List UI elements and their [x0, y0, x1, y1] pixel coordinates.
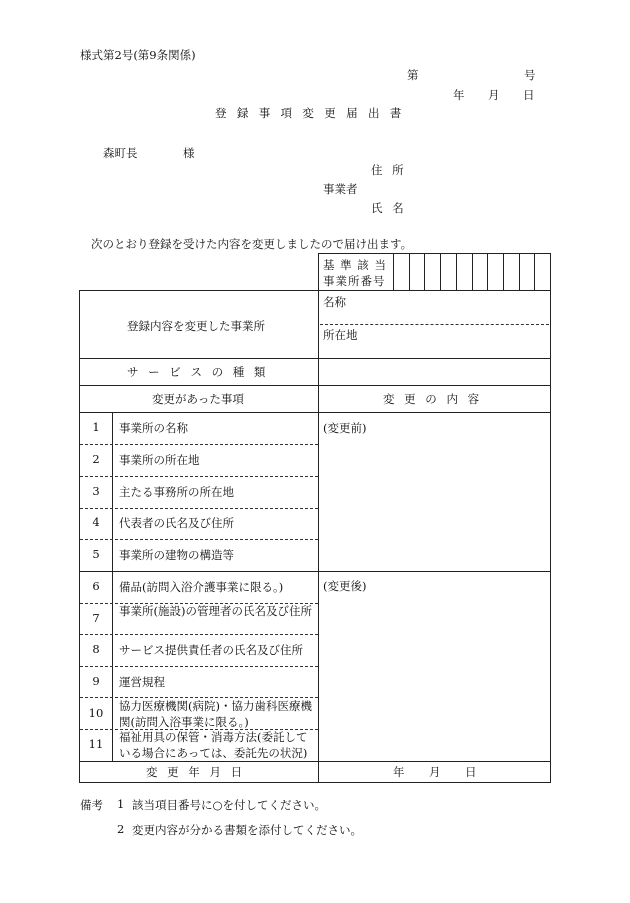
item-number: 4	[92, 515, 100, 529]
change-date-label: 変 更 年 月 日	[146, 765, 243, 779]
name-label: 氏 名	[371, 201, 404, 215]
service-type-label: サ ー ビ ス の 種 類	[127, 365, 266, 379]
date-year-label: 年	[453, 88, 465, 102]
change-date-year: 年	[393, 765, 405, 779]
registration-digit-divider	[487, 253, 488, 290]
item-text: 代表者の氏名及び住所	[119, 516, 234, 530]
item-number: 9	[92, 674, 100, 688]
item-text: 主たる事務所の所在地	[119, 485, 234, 499]
notes-label: 備考	[80, 798, 103, 812]
item-number: 1	[92, 420, 100, 434]
item-number: 6	[92, 579, 100, 593]
note-text: 変更内容が分かる書類を添付してください。	[132, 823, 362, 837]
item-number: 10	[88, 706, 104, 720]
note-number: 1	[117, 797, 125, 811]
item-text: 福祉用具の保管・消毒方法(委託している場合にあっては、委託先の状況)	[119, 730, 308, 760]
note-number: 2	[117, 822, 125, 836]
item-number: 7	[92, 611, 100, 625]
registration-digit-divider	[534, 253, 535, 290]
item-text: 事業所の所在地	[119, 453, 200, 467]
registration-number-label-line1: 基 準 該 当	[323, 258, 387, 272]
item-number: 2	[92, 452, 100, 466]
item-text: 事業所の建物の構造等	[119, 548, 234, 562]
note-text: 該当項目番号に○を付してください。	[132, 798, 327, 812]
change-date-month: 月	[429, 765, 441, 779]
before-label: (変更前)	[323, 421, 367, 435]
item-text: 運営規程	[119, 675, 165, 689]
registration-digit-divider	[424, 253, 425, 290]
form-label: 様式第2号(第9条関係)	[80, 48, 196, 62]
address-label: 住 所	[371, 163, 404, 177]
intro-text: 次のとおり登録を受けた内容を変更しましたので届け出ます。	[91, 237, 413, 251]
registration-digit-divider	[456, 253, 457, 290]
registration-digit-divider	[440, 253, 441, 290]
addressee-honorific: 様	[183, 146, 195, 160]
item-number: 8	[92, 642, 100, 656]
item-text: 事業所の名称	[119, 421, 188, 435]
change-date-day: 日	[465, 765, 477, 779]
item-number: 11	[88, 737, 104, 751]
office-address-label: 所在地	[323, 328, 358, 342]
number-prefix: 第	[407, 68, 419, 82]
addressee-name: 森町長	[103, 146, 138, 160]
change-content-header: 変 更 の 内 容	[383, 392, 480, 406]
registration-digit-divider	[472, 253, 473, 290]
registration-digit-divider	[503, 253, 504, 290]
item-number: 3	[92, 484, 100, 498]
item-text: 協力医療機関(病院)・協力歯科医療機関(訪問入浴事業に限る。)	[119, 699, 312, 729]
item-text: サービス提供責任者の氏名及び住所	[119, 643, 303, 657]
office-label: 登録内容を変更した事業所	[127, 319, 265, 333]
item-text: 備品(訪問入浴介護事業に限る。)	[119, 580, 284, 594]
item-number: 5	[92, 547, 100, 561]
document-title: 登録事項変更届出書	[215, 106, 412, 120]
registration-number-label-line2: 事業所番号	[323, 274, 386, 288]
registration-digit-divider	[409, 253, 410, 290]
applicant-role-label: 事業者	[323, 182, 358, 196]
item-text: 事業所(施設)の管理者の氏名及び住所	[119, 604, 312, 618]
after-label: (変更後)	[323, 579, 367, 593]
registration-digit-divider	[519, 253, 520, 290]
date-month-label: 月	[488, 88, 500, 102]
date-day-label: 日	[523, 88, 535, 102]
number-suffix: 号	[524, 68, 536, 82]
changed-items-header: 変更があった事項	[152, 392, 244, 406]
office-name-label: 名称	[323, 295, 346, 309]
